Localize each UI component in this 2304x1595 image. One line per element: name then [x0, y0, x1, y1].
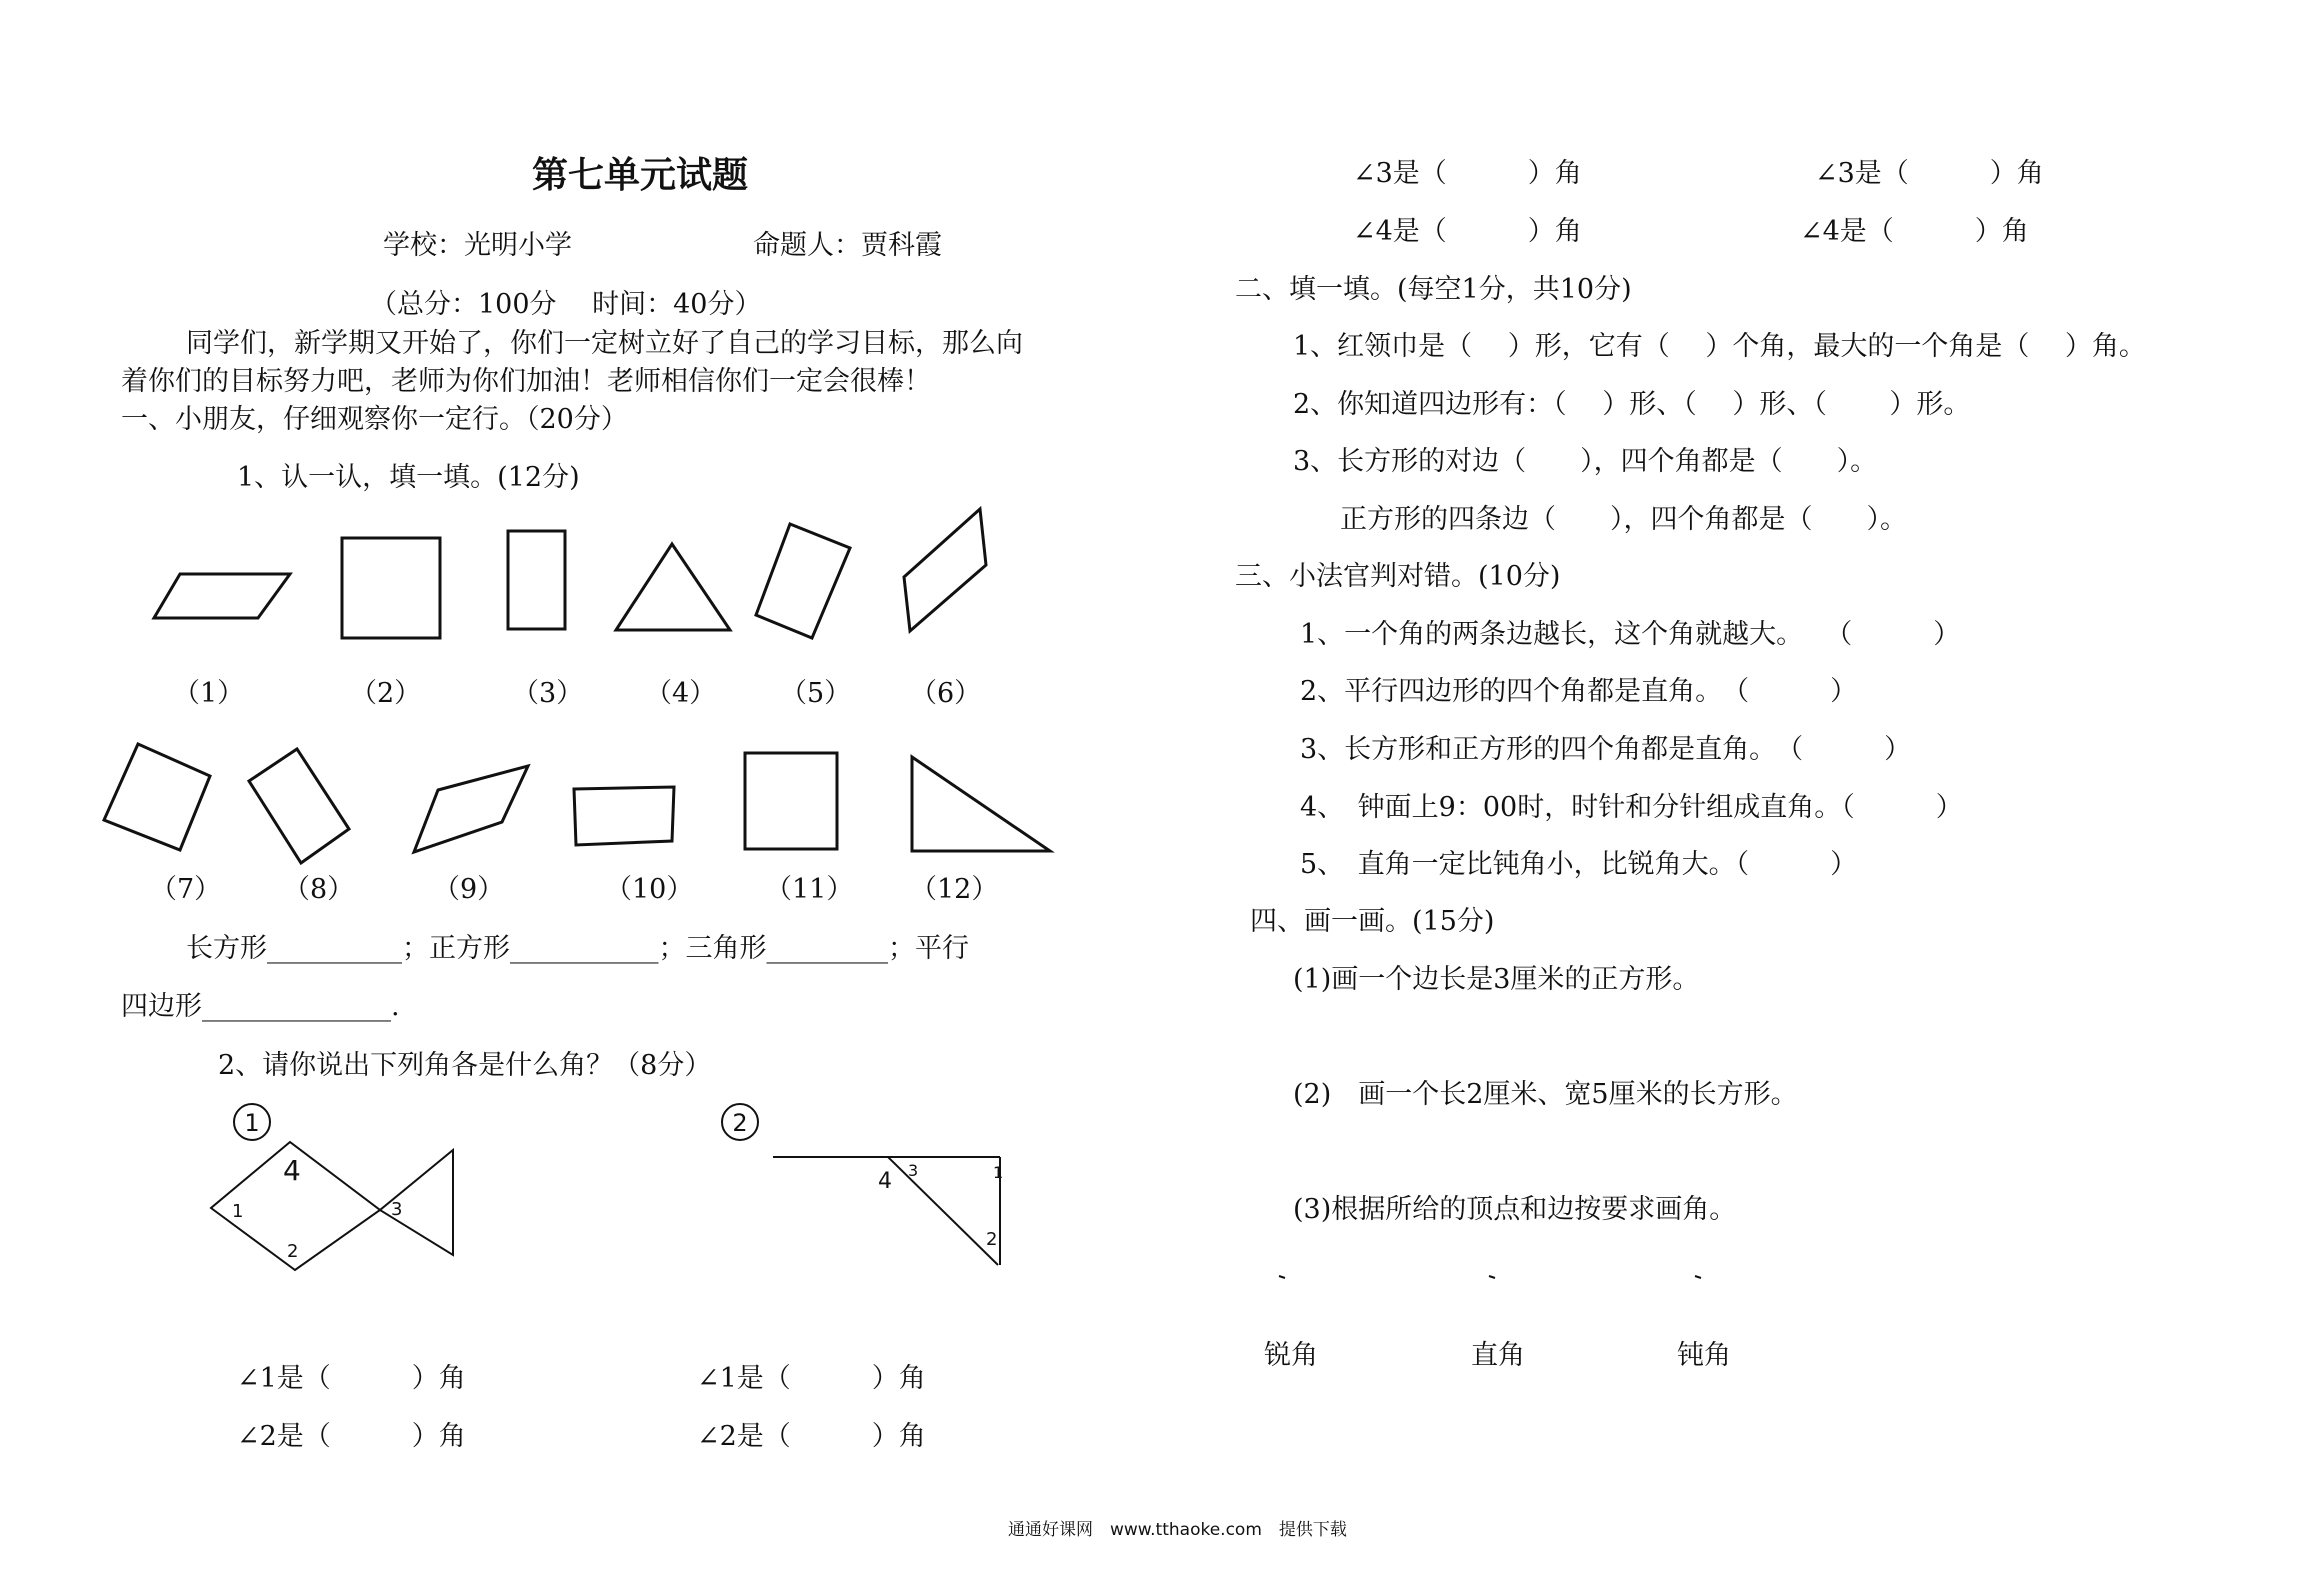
- shape-7-tilted-square: [100, 740, 215, 855]
- angle-figure-1: [205, 1100, 465, 1275]
- s3-item: 5、 直角一定比钝角小，比锐角大。（ ）: [1300, 849, 1858, 880]
- shape-label: （10）: [605, 874, 694, 905]
- shape-label: （11）: [765, 874, 854, 905]
- fig1-answer-1: ∠1是（ ）角: [237, 1363, 466, 1394]
- section1-heading: 一、小朋友，仔细观察你一定行。（20分）: [121, 404, 628, 435]
- angle-number: 2: [986, 1229, 998, 1250]
- classify-line-1: 长方形__________；正方形___________；三角形_________；平行: [186, 933, 969, 964]
- section2-heading: 二、填一填。(每空1分，共10分): [1235, 274, 1632, 305]
- s3-item: 4、 钟面上9：00时，时针和分针组成直角。（ ）: [1300, 792, 1963, 823]
- angle-number: 1: [993, 1163, 1004, 1182]
- shape-9-parallelogram: [410, 762, 535, 857]
- shape-10-rectangle: [570, 783, 680, 851]
- angle-number: 1: [232, 1201, 244, 1222]
- classify-line-2: 四边形______________.: [121, 991, 400, 1022]
- angle-number: 2: [287, 1241, 299, 1262]
- shape-11-square: [742, 750, 842, 855]
- angle-number: 3: [391, 1199, 403, 1220]
- shape-label: （9）: [433, 874, 505, 905]
- shape-label: （6）: [910, 678, 982, 709]
- q1-heading: 1、认一认，填一填。(12分): [237, 462, 580, 493]
- angle-number: 4: [878, 1169, 892, 1194]
- s2-item: 2、你知道四边形有：（ ）形、（ ）形、（ ）形。: [1293, 389, 1971, 420]
- s4-item: (3)根据所给的顶点和边按要求画角。: [1293, 1194, 1737, 1225]
- shape-12-right-triangle: [908, 753, 1056, 858]
- figure-marker: 2: [732, 1109, 748, 1137]
- intro-line-1: 同学们，新学期又开始了，你们一定树立好了自己的学习目标，那么向: [186, 328, 1023, 359]
- s2-item: 1、红领巾是（ ）形，它有（ ）个角，最大的一个角是（ ）角。: [1293, 331, 2146, 362]
- q2-heading: 2、请你说出下列角各是什么角？（8分）: [218, 1050, 712, 1081]
- s2-item: 3、长方形的对边（ ），四个角都是（ ）。: [1293, 446, 1878, 477]
- s3-item: 2、平行四边形的四个角都是直角。 （ ）: [1300, 676, 1858, 707]
- s2-item: 正方形的四条边（ ），四个角都是（ ）。: [1340, 504, 1907, 535]
- shape-5-tilted-rectangle: [752, 520, 862, 645]
- s3-item: 1、一个角的两条边越长，这个角就越大。 （ ）: [1300, 619, 1961, 650]
- shape-2-square: [340, 535, 445, 645]
- s3-item: 3、长方形和正方形的四个角都是直角。 （ ）: [1300, 734, 1912, 765]
- shape-label: （7）: [150, 874, 222, 905]
- angle-type-obtuse: 钝角: [1677, 1340, 1731, 1371]
- fig2-answer-2: ∠2是（ ）角: [697, 1421, 926, 1452]
- angle-type-right: 直角: [1471, 1340, 1525, 1371]
- shape-label: （3）: [512, 678, 584, 709]
- fig1-answer-4: ∠4是（ ）角: [1353, 216, 1582, 247]
- page-title: 第七单元试题: [532, 155, 749, 196]
- shape-8-tilted-rectangle: [245, 745, 355, 870]
- fig1-answer-3: ∠3是（ ）角: [1353, 158, 1582, 189]
- shape-label: （5）: [780, 678, 852, 709]
- angle-type-acute: 锐角: [1264, 1340, 1318, 1371]
- fig1-answer-2: ∠2是（ ）角: [237, 1421, 466, 1452]
- shape-3-rectangle: [505, 528, 570, 633]
- angle-number: 4: [283, 1154, 301, 1187]
- footer-credit: 通通好课网 www.tthaoke.com 提供下载: [1008, 1520, 1347, 1540]
- author-info: 命题人：贾科霞: [753, 230, 942, 261]
- score-time: （总分：100分 时间：40分）: [370, 289, 762, 320]
- shape-6-parallelogram: [900, 505, 1000, 635]
- angle-number: 3: [908, 1161, 919, 1180]
- fig2-answer-4: ∠4是（ ）角: [1800, 216, 2029, 247]
- shape-label: （4）: [645, 678, 717, 709]
- shape-1-parallelogram: [150, 570, 300, 630]
- intro-line-2: 着你们的目标努力吧，老师为你们加油！老师相信你们一定会很棒！: [121, 366, 931, 397]
- fig2-answer-1: ∠1是（ ）角: [697, 1363, 926, 1394]
- s4-item: (1)画一个边长是3厘米的正方形。: [1293, 964, 1700, 995]
- s4-item: (2) 画一个长2厘米、宽5厘米的长方形。: [1293, 1079, 1798, 1110]
- fig2-answer-3: ∠3是（ ）角: [1815, 158, 2044, 189]
- figure-marker: 1: [244, 1109, 260, 1137]
- shape-label: （12）: [910, 874, 999, 905]
- section3-heading: 三、小法官判对错。(10分): [1235, 561, 1561, 592]
- school-info: 学校：光明小学: [383, 230, 572, 261]
- section4-heading: 四、画一画。(15分): [1250, 906, 1495, 937]
- shape-label: （8）: [283, 874, 355, 905]
- angle-figure-2: [718, 1100, 1018, 1270]
- vertex-marks: [1275, 1272, 1715, 1284]
- shape-4-triangle: [612, 540, 737, 635]
- shape-label: （1）: [173, 678, 245, 709]
- shape-label: （2）: [350, 678, 422, 709]
